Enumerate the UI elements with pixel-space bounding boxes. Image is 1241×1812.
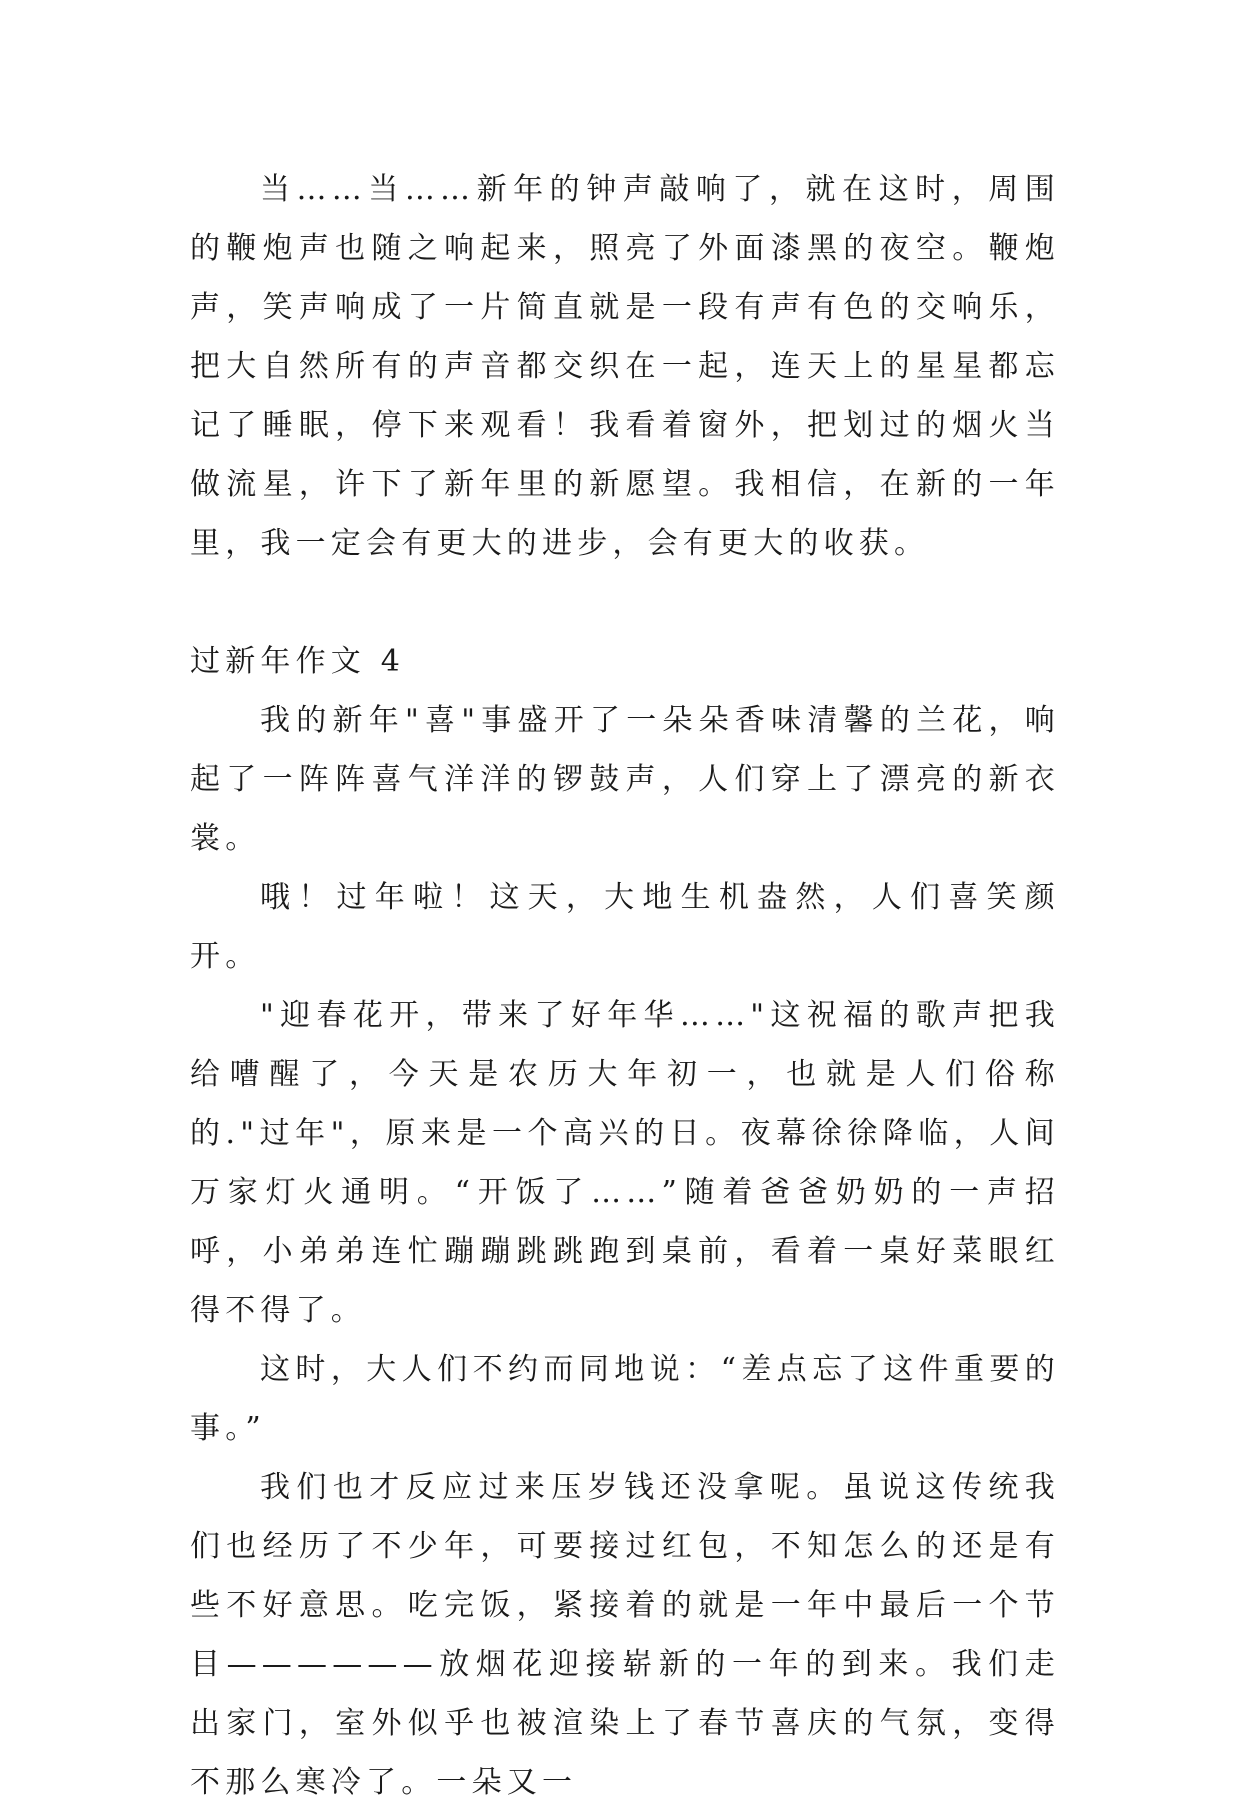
document-page xyxy=(190,160,1060,1812)
paragraph: "迎春花开，带来了好年华……"这祝福的歌声把我给嘈醒了，今天是农历大年初一，也就是人们俗称的."过年"，原来是一个高兴的日。夜幕徐徐降临，人间万家灯火通明。“开饭了……”随着爸爸奶奶的一声招呼，小弟弟连忙蹦蹦跳跳跑到桌前，看着一桌好菜眼红得不得了。 xyxy=(190,998,1060,1328)
paragraph: 当……当……新年的钟声敲响了，就在这时，周围的鞭炮声也随之响起来，照亮了外面漆黑的夜空。鞭炮声，笑声响成了一片简直就是一段有声有色的交响乐，把大自然所有的声音都交织在一起，连天上的星星都忘记了睡眠，停下来观看！我看着窗外，把划过的烟火当做流星，许下了新年里的新愿望。我相信，在新的一年里，我一定会有更大的进步，会有更大的收获。 xyxy=(190,172,1060,561)
paragraph: 这时，大人们不约而同地说：“差点忘了这件重要的事。” xyxy=(190,1352,1060,1446)
section-heading: 过新年作文 4 xyxy=(190,644,406,679)
paragraph: 哦！过年啦！这天，大地生机盎然，人们喜笑颜开。 xyxy=(190,880,1060,974)
paragraph: 我们也才反应过来压岁钱还没拿呢。虽说这传统我们也经历了不少年，可要接过红包，不知怎么的还是有些不好意思。吃完饭，紧接着的就是一年中最后一个节目——————放烟花迎接崭新的一年的到来。我们走出家门，室外似乎也被渲染上了春节喜庆的气氛，变得不那么寒冷了。一朵又一 xyxy=(190,1470,1060,1800)
paragraph: 我的新年"喜"事盛开了一朵朵香味清馨的兰花，响起了一阵阵喜气洋洋的锣鼓声，人们穿上了漂亮的新衣裳。 xyxy=(190,703,1060,856)
